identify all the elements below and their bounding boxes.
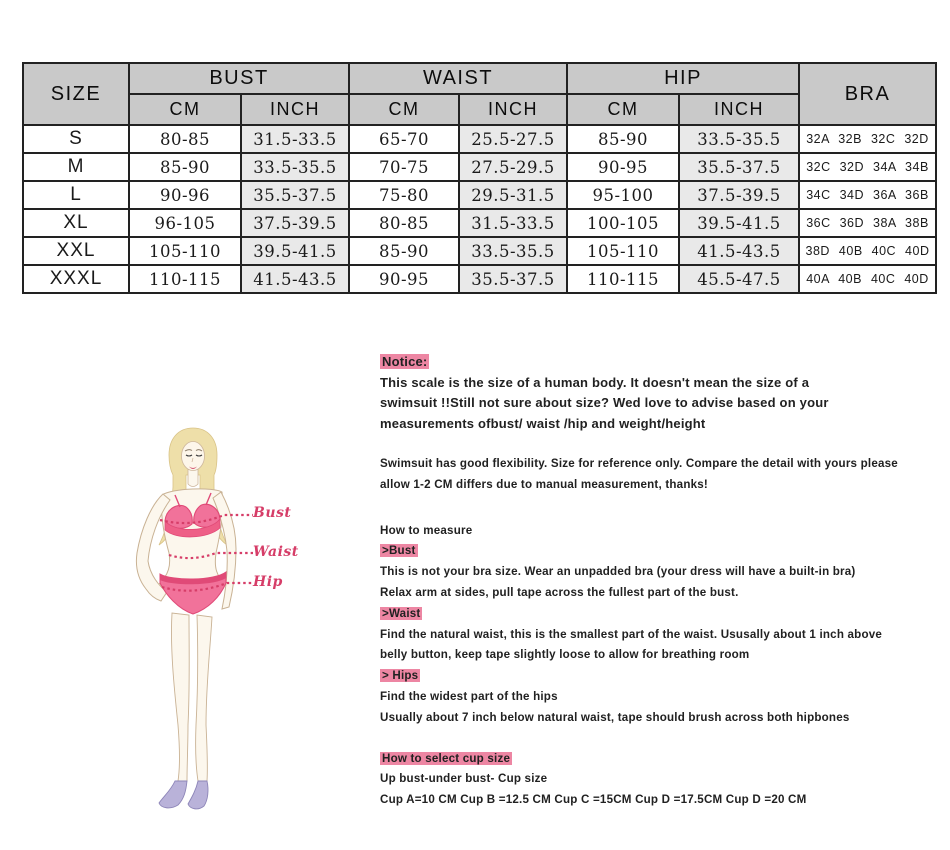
- notice-line: belly button, keep tape slightly loose to allow for breathing room: [380, 648, 750, 662]
- size-cell: XXXL: [23, 265, 129, 293]
- notice-line: How to select cup size: [382, 751, 511, 765]
- bust-inch-cell: 33.5-35.5: [241, 153, 349, 181]
- bust-inch-cell: 35.5-37.5: [241, 181, 349, 209]
- table-row: [23, 181, 936, 209]
- notice-line: Notice:: [382, 354, 428, 369]
- waist-cm-cell: 80-85: [349, 209, 459, 237]
- notice-line: Swimsuit has good flexibility. Size for reference only. Compare the detail with yours please: [380, 457, 898, 470]
- bust-cm-cell: 96-105: [129, 209, 241, 237]
- table-row: [23, 125, 936, 153]
- body-sketch: [90, 425, 290, 820]
- hip-inch-cell: 35.5-37.5: [679, 153, 799, 181]
- hip-cm-cell: 85-90: [567, 125, 679, 153]
- size-chart-table: [22, 62, 937, 294]
- bust-cm-header: CM: [129, 94, 241, 125]
- right-leg: [196, 615, 212, 781]
- waist-cm-cell: 85-90: [349, 237, 459, 265]
- bust-cm-cell: 110-115: [129, 265, 241, 293]
- bust-inch-header: INCH: [241, 94, 349, 125]
- notice-line: This is not your bra size. Wear an unpadded bra (your dress will have a built-in bra): [380, 565, 856, 579]
- table-row: [23, 209, 936, 237]
- notice-line: This scale is the size of a human body. It doesn't mean the size of a: [380, 374, 810, 390]
- bra-cell: 32A 32B 32C 32D: [799, 125, 936, 153]
- bust-cm-cell: 85-90: [129, 153, 241, 181]
- bust-cm-cell: 90-96: [129, 181, 241, 209]
- waist-inch-cell: 27.5-29.5: [459, 153, 567, 181]
- waist-inch-cell: 29.5-31.5: [459, 181, 567, 209]
- notice-line: Find the widest part of the hips: [380, 689, 558, 703]
- notice-line: How to measure: [380, 523, 473, 537]
- left-leg: [171, 613, 189, 781]
- waist-label: Waist: [253, 544, 299, 560]
- notice-line: >Bust: [382, 544, 416, 558]
- waist-inch-header: INCH: [459, 94, 567, 125]
- waist-inch-cell: 25.5-27.5: [459, 125, 567, 153]
- table-row: [23, 153, 936, 181]
- hip-label: Hip: [253, 574, 283, 590]
- bust-inch-cell: 39.5-41.5: [241, 237, 349, 265]
- bra-cell: 40A 40B 40C 40D: [799, 265, 936, 293]
- waist-group-header: WAIST: [349, 63, 567, 94]
- hip-inch-cell: 45.5-47.5: [679, 265, 799, 293]
- waist-cm-cell: 75-80: [349, 181, 459, 209]
- left-shoe: [159, 781, 187, 808]
- size-cell: M: [23, 153, 129, 181]
- hip-inch-cell: 41.5-43.5: [679, 237, 799, 265]
- notice-line: >Waist: [382, 606, 421, 620]
- hip-inch-cell: 37.5-39.5: [679, 181, 799, 209]
- bust-label: Bust: [253, 505, 292, 521]
- bust-cm-cell: 80-85: [129, 125, 241, 153]
- bra-cell: 36C 36D 38A 38B: [799, 209, 936, 237]
- hip-cm-cell: 95-100: [567, 181, 679, 209]
- bra-cell: 34C 34D 36A 36B: [799, 181, 936, 209]
- hip-cm-cell: 105-110: [567, 237, 679, 265]
- hip-group-header: HIP: [567, 63, 799, 94]
- bust-cm-cell: 105-110: [129, 237, 241, 265]
- notice-line: Find the natural waist, this is the smallest part of the waist. Ususally about 1 inch above: [380, 627, 883, 641]
- waist-cm-cell: 90-95: [349, 265, 459, 293]
- waist-inch-cell: 33.5-35.5: [459, 237, 567, 265]
- hip-inch-header: INCH: [679, 94, 799, 125]
- hip-cm-cell: 110-115: [567, 265, 679, 293]
- size-table-body: [23, 125, 936, 293]
- bust-inch-cell: 37.5-39.5: [241, 209, 349, 237]
- bust-inch-cell: 41.5-43.5: [241, 265, 349, 293]
- notice-line: Relax arm at sides, pull tape across the fullest part of the bust.: [380, 585, 739, 599]
- bust-inch-cell: 31.5-33.5: [241, 125, 349, 153]
- size-column-header: SIZE: [23, 63, 129, 125]
- bra-cell: 32C 32D 34A 34B: [799, 153, 936, 181]
- waist-inch-cell: 31.5-33.5: [459, 209, 567, 237]
- bra-column-header: BRA: [799, 63, 936, 125]
- notice-section: [380, 352, 940, 811]
- hip-cm-cell: 100-105: [567, 209, 679, 237]
- notice-line: measurements ofbust/ waist /hip and weight/height: [380, 415, 706, 431]
- notice-line: Cup A=10 CM Cup B =12.5 CM Cup C =15CM Cup D =17.5CM Cup D =20 CM: [380, 793, 807, 807]
- size-cell: XXL: [23, 237, 129, 265]
- notice-line: allow 1-2 CM differs due to manual measurement, thanks!: [380, 477, 708, 491]
- right-shoe: [188, 781, 208, 809]
- hip-inch-cell: 39.5-41.5: [679, 209, 799, 237]
- hip-inch-cell: 33.5-35.5: [679, 125, 799, 153]
- hip-cm-cell: 90-95: [567, 153, 679, 181]
- notice-line: Up bust-under bust- Cup size: [380, 772, 548, 786]
- table-row: [23, 237, 936, 265]
- body-measurement-illustration: [90, 425, 290, 820]
- size-cell: XL: [23, 209, 129, 237]
- size-cell: L: [23, 181, 129, 209]
- waist-cm-cell: 65-70: [349, 125, 459, 153]
- waist-cm-header: CM: [349, 94, 459, 125]
- bra-cell: 38D 40B 40C 40D: [799, 237, 936, 265]
- waist-inch-cell: 35.5-37.5: [459, 265, 567, 293]
- notice-line: > Hips: [382, 669, 419, 683]
- bust-group-header: BUST: [129, 63, 349, 94]
- size-chart: [22, 62, 937, 294]
- notice-line: Usually about 7 inch below natural waist, tape should brush across both hipbones: [380, 710, 850, 724]
- size-cell: S: [23, 125, 129, 153]
- table-row: [23, 265, 936, 293]
- notice-line: swimsuit !!Still not sure about size? Wed love to advise based on your: [380, 395, 829, 410]
- waist-cm-cell: 70-75: [349, 153, 459, 181]
- hip-cm-header: CM: [567, 94, 679, 125]
